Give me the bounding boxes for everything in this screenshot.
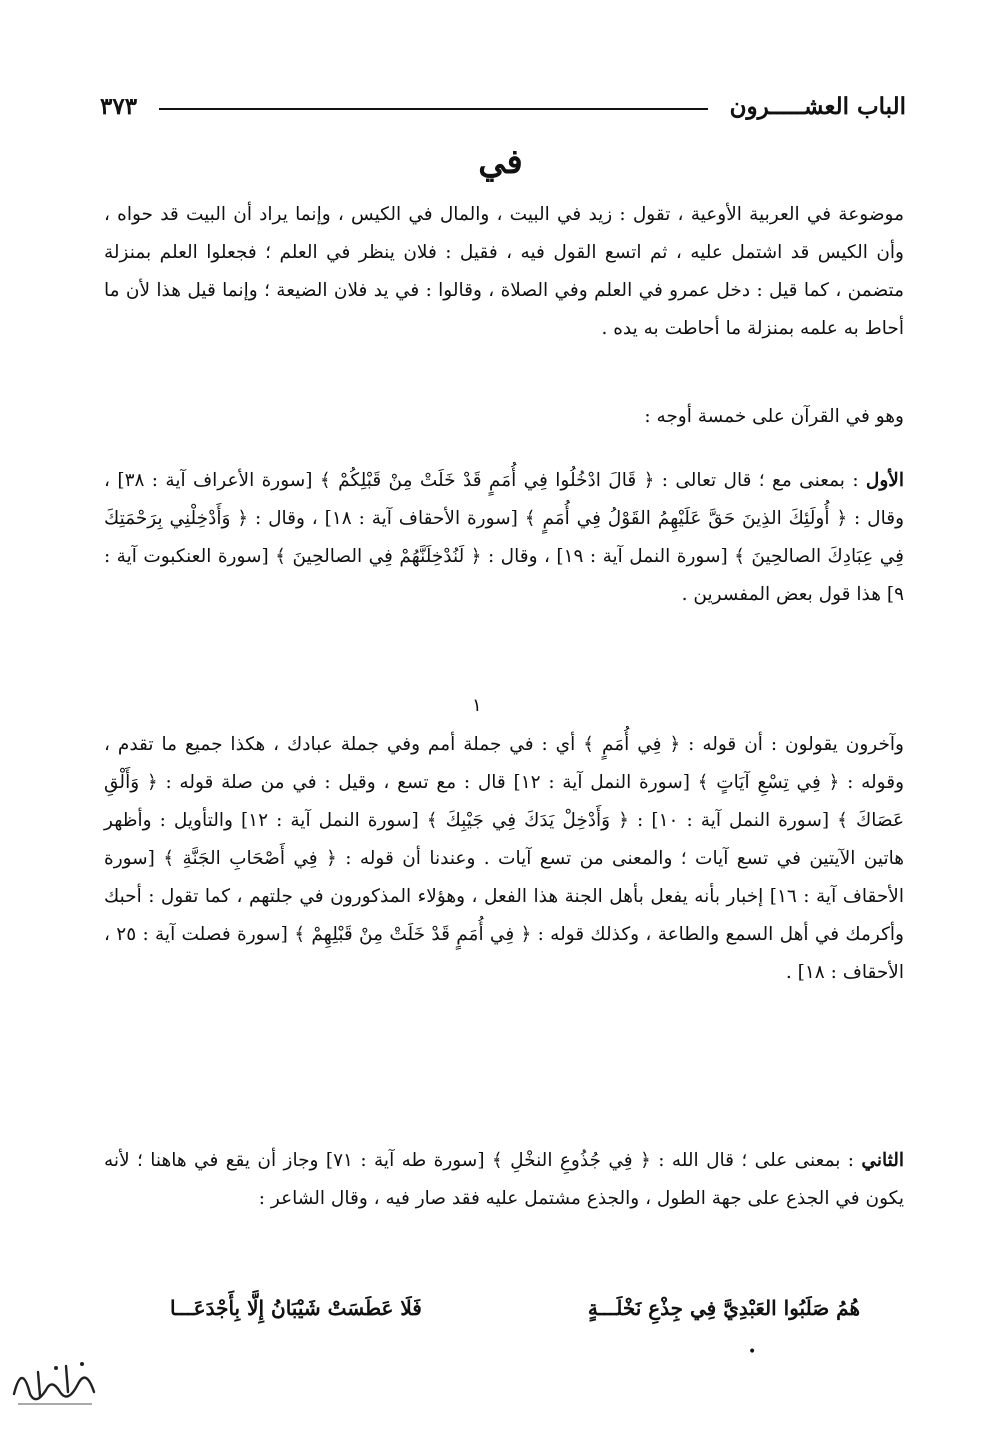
paragraph-text: : بمعنى على ؛ قال الله : ﴿ فِي جُذُوعِ النخْلِ ﴾ [سورة طه آية : ٧١] وجاز أن يقع في هاهنا ؛ لأنه يكون في الجذع على جهة الطول ، والجذع مشتمل عليه فقد صار فيه ، وقال الشاعر : xyxy=(104,1150,904,1209)
paragraph-text: : بمعنى مع ؛ قال تعالى : ﴿ قَالَ ادْخُلُوا فِي أُمَمٍ قَدْ خَلَتْ مِنْ قَبْلِكُمْ ﴾ [سورة الأعراف آية : ٣٨] ، وقال : ﴿ أُولَئِكَ الذِينَ حَقَّ عَلَيْهِمُ القَوْلُ فِي أُمَمٍ ﴾ [سورة الأحقاف آية : ١٨] ، وقال : ﴿ وَأَدْخِلْنِي بِرَحْمَتِكَ فِي عِبَادِكَ الصالحِينَ ﴾ [سورة النمل آية : ١٩] ، وقال : ﴿ لَنُدْخِلَنَّهُمْ فِي الصالحِينَ ﴾ [سورة العنكبوت آية : ٩] هذا قول بعض المفسرين . xyxy=(104,470,905,605)
margin-mark: ١ xyxy=(472,695,482,716)
paragraph-others xyxy=(104,726,904,992)
paragraph-lead: الثاني xyxy=(861,1150,904,1171)
stamp-calligraphy-icon xyxy=(8,1354,104,1414)
watermark-stamp xyxy=(8,1354,104,1418)
chapter-title: الباب العشـــــرون xyxy=(729,92,906,120)
page-header xyxy=(100,86,906,126)
paragraph-aspects xyxy=(104,398,904,436)
page-number: ٣٧٣ xyxy=(100,92,138,120)
paragraph-second-meaning xyxy=(104,1142,904,1218)
paragraph-intro xyxy=(104,196,904,348)
paragraph-text: وهو في القرآن على خمسة أوجه : xyxy=(644,406,904,427)
paragraph-text: وآخرون يقولون : أن قوله : ﴿ فِي أُمَمٍ ﴾ أي : في جملة أمم وفي جملة عبادك ، هكذا جميع ما تقدم ، وقوله : ﴿ فِي تِسْعِ آيَاتٍ ﴾ [سورة النمل آية : ١٢] قال : مع تسع ، وقيل : في من صلة قوله : ﴿ وَأَلْقِ عَصَاكَ ﴾ [سورة النمل آية : ١٠] : ﴿ وَأَدْخِلْ يَدَكَ فِي جَيْبِكَ ﴾ [سورة النمل آية : ١٢] والتأويل : وأظهر هاتين الآيتين في تسع آيات ؛ والمعنى من تسع آيات . وعندنا أن قوله : ﴿ فِي أَصْحَابِ الجَنَّةِ ﴾ [سورة الأحقاف آية : ١٦] إخبار بأنه يفعل بأهل الجنة هذا الفعل ، وهؤلاء المذكورون في جلتهم ، كما تقول : أحبك وأكرمك في أهل السمع والطاعة ، وكذلك قوله : ﴿ فِي أُمَمٍ قَدْ خَلَتْ مِنْ قَبْلِهِمْ ﴾ [سورة فصلت آية : ٢٥ ، الأحقاف : ١٨] . xyxy=(104,734,904,983)
poetry-verse xyxy=(170,1296,860,1320)
verse-second-hemistich: فَلَا عَطَسَتْ شَيْبَانُ إِلَّا بِأَجْدَعَـــا xyxy=(170,1296,422,1320)
paragraph-lead: الأول xyxy=(865,470,904,491)
paragraph-text: موضوعة في العربية الأوعية ، تقول : زيد في البيت ، والمال في الكيس ، وإنما يراد أن البيت قد حواه ، وأن الكيس قد اشتمل عليه ، ثم اتسع القول فيه ، فقيل : فلان ينظر في العلم ؛ فجعلوا العلم بمنزلة متضمن ، كما قيل : دخل عمرو في العلم وفي الصلاة ، وقالوا : في يد فلان الضيعة ؛ وإنما قيل هذا لأن ما أحاط به علمه بمنزلة ما أحاطت به يده . xyxy=(104,204,904,339)
section-heading: في xyxy=(478,142,523,182)
verse-first-hemistich: هُمُ صَلَبُوا العَبْدِيَّ فِي جِذْعِ نَخْلَـــةٍ xyxy=(587,1296,860,1320)
paragraph-first-meaning xyxy=(104,462,904,614)
header-rule xyxy=(159,108,708,110)
dot-mark: • xyxy=(748,1344,757,1360)
